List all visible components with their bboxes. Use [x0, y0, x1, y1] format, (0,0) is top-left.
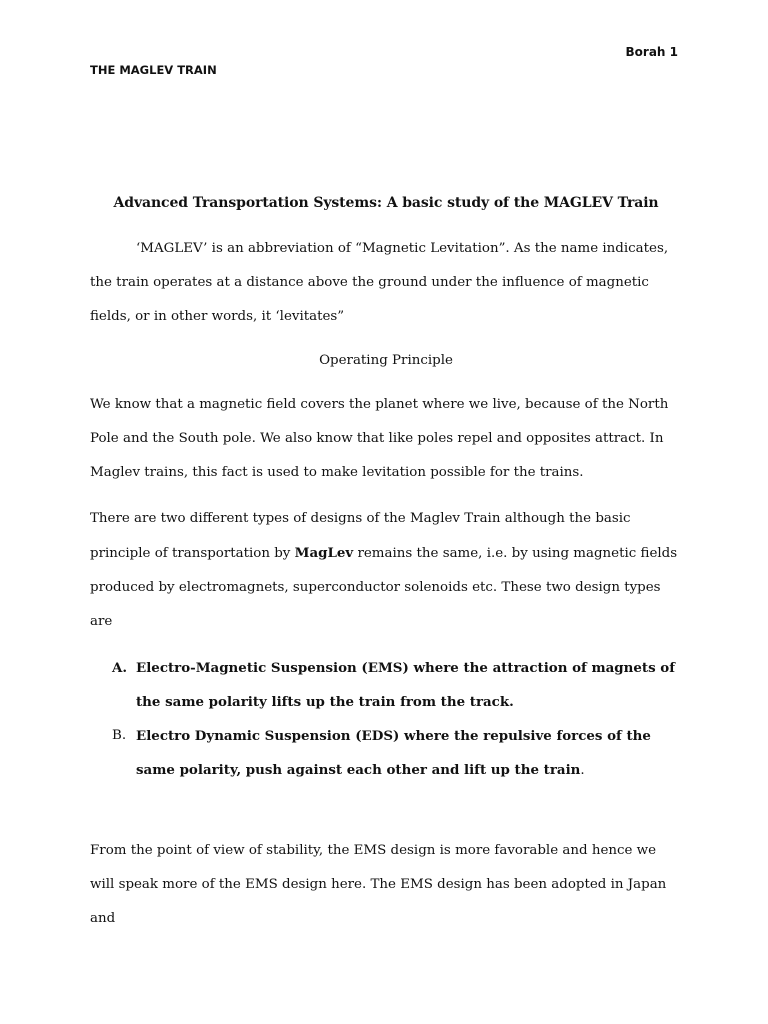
paragraph-design-types-start: There are two different types of designs of the Maglev Train although the basic principle of transportation by: [90, 511, 631, 561]
intro-paragraph: ‘MAGLEV’ is an abbreviation of “Magnetic Levitation”. As the name indicates, the train operates at a distance above the ground under the influence of magnetic fields, or in other words, it ‘levitates”: [90, 241, 669, 324]
design-types-list: [90, 651, 682, 788]
paragraph-design-types: [90, 502, 682, 639]
running-title: THE MAGLEV TRAIN: [90, 63, 217, 77]
page-number-header: Borah 1: [625, 45, 678, 59]
list-item-end: .: [509, 694, 514, 710]
paragraph-magnetic-field: We know that a magnetic field covers the planet where we live, because of the North Pole and the South pole. We also know that like poles repel and opposites attract. In Maglev trains, this fact is used to make levitation possible for the trains.: [90, 397, 669, 480]
list-item-text: Electro Dynamic Suspension (EDS) where the repulsive forces of the same polarity, push against each other and lift up the train: [136, 728, 651, 778]
list-item-text: Electro-Magnetic Suspension (EMS) where the attraction of magnets of the same polarity lifts up the train from the track: [136, 660, 675, 710]
section-heading: Operating Principle: [319, 353, 453, 368]
list-marker: A.: [112, 660, 128, 676]
list-item-end: .: [580, 763, 585, 778]
list-marker: B.: [112, 728, 127, 743]
paragraph-stability: From the point of view of stability, the EMS design is more favorable and hence we will speak more of the EMS design here. The EMS design has been adopted in Japan and: [90, 843, 667, 926]
document-title: Advanced Transportation Systems: A basic study of the MAGLEV Train: [113, 195, 659, 211]
document-body: [90, 186, 682, 936]
list-item: [90, 651, 682, 719]
paragraph-design-types-end: remains the same, i.e. by using magnetic fields produced by electromagnets, superconductor solenoids etc. These two design types are: [90, 546, 678, 629]
list-item: [90, 719, 682, 788]
maglev-bold-term: MagLev: [294, 545, 354, 561]
